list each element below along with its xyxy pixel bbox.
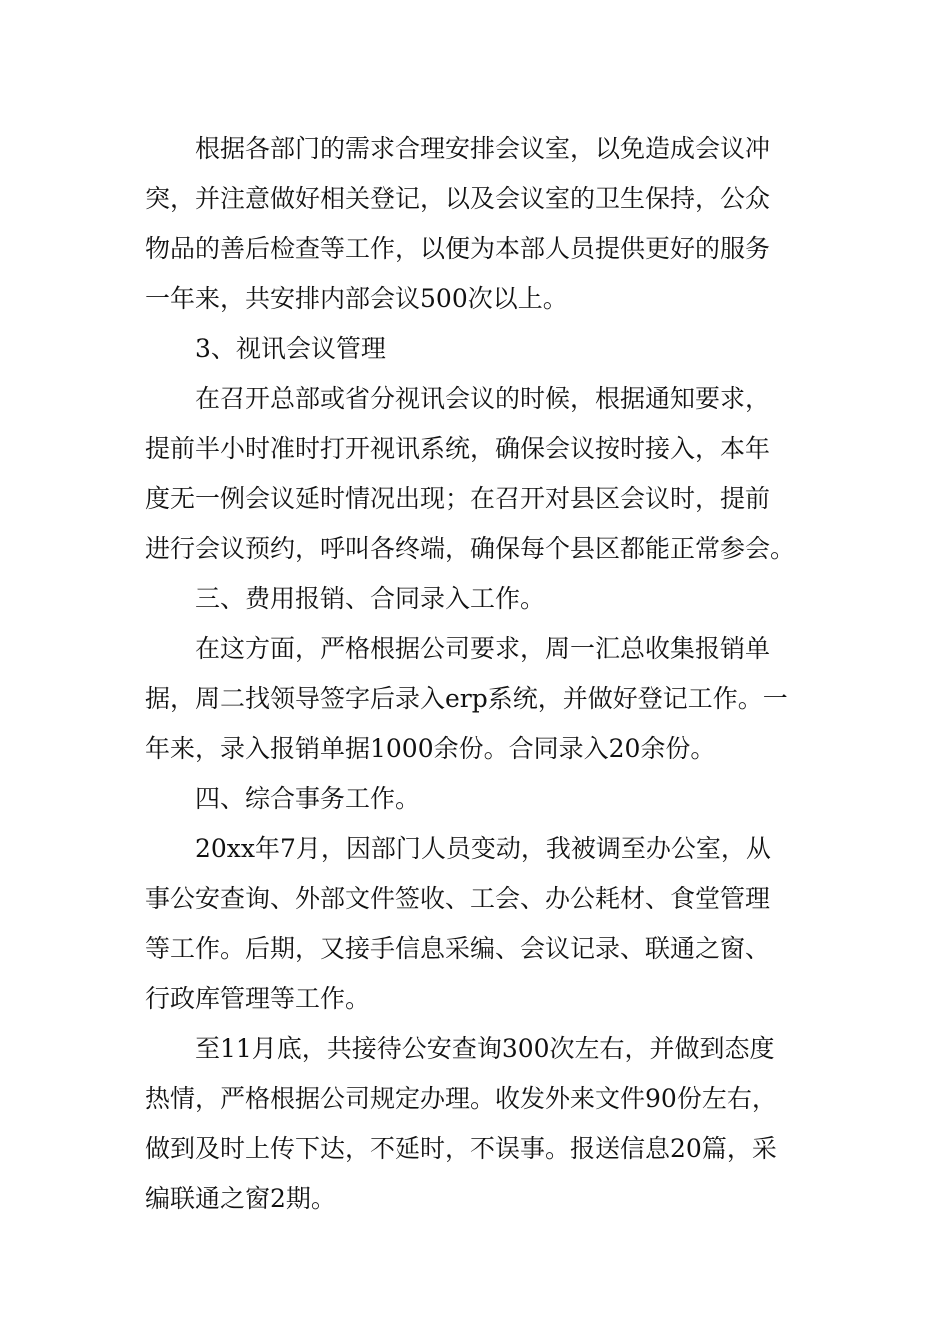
text-line: 至11月底，共接待公安查询300次左右，并做到态度 xyxy=(145,1034,775,1063)
text-line: 事公安查询、外部文件签收、工会、办公耗材、食堂管理 xyxy=(145,884,771,913)
text-line: 做到及时上传下达，不延时，不误事。报送信息20篇，采 xyxy=(145,1134,777,1163)
section-heading: 四、综合事务工作。 xyxy=(145,784,421,813)
text-line: 根据各部门的需求合理安排会议室，以免造成会议冲 xyxy=(145,134,771,163)
text-line: 提前半小时准时打开视讯系统，确保会议按时接入，本年 xyxy=(145,434,771,463)
section-heading: 三、费用报销、合同录入工作。 xyxy=(145,584,546,613)
text-line: 据，周二找领导签字后录入erp系统，并做好登记工作。一 xyxy=(145,684,788,713)
text-line: 等工作。后期，又接手信息采编、会议记录、联通之窗、 xyxy=(145,934,771,963)
text-line: 度无一例会议延时情况出现；在召开对县区会议时，提前 xyxy=(145,484,771,513)
text-line: 突，并注意做好相关登记，以及会议室的卫生保持，公众 xyxy=(145,184,771,213)
text-line: 一年来，共安排内部会议500次以上。 xyxy=(145,284,568,313)
text-line: 编联通之窗2期。 xyxy=(145,1184,336,1213)
text-line: 物品的善后检查等工作，以便为本部人员提供更好的服务 xyxy=(145,234,771,263)
text-line: 在召开总部或省分视讯会议的时候，根据通知要求， xyxy=(145,384,771,413)
section-heading: 3、视讯会议管理 xyxy=(145,334,386,363)
text-line: 行政库管理等工作。 xyxy=(145,984,371,1013)
text-line: 热情，严格根据公司规定办理。收发外来文件90份左右， xyxy=(145,1084,777,1113)
text-line: 进行会议预约，呼叫各终端，确保每个县区都能正常参会。 xyxy=(145,534,796,563)
text-line: 年来，录入报销单据1000余份。合同录入20余份。 xyxy=(145,734,716,763)
text-line: 20xx年7月，因部门人员变动，我被调至办公室，从 xyxy=(145,834,771,863)
text-line: 在这方面，严格根据公司要求，周一汇总收集报销单 xyxy=(145,634,771,663)
